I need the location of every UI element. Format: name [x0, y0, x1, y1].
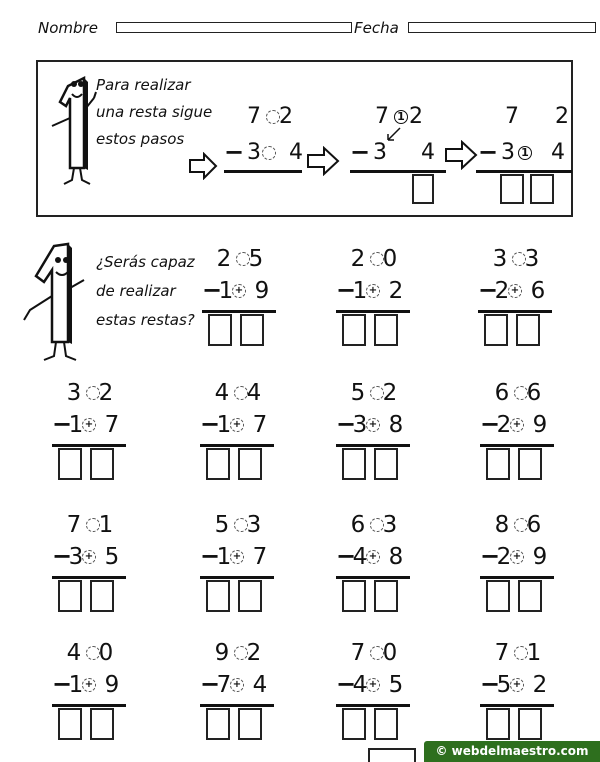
bottom-ones-digit: 4 — [252, 672, 268, 698]
intro-line: ¿Serás capaz — [96, 253, 195, 271]
sum-line — [224, 170, 302, 173]
carry-plus: + — [234, 285, 244, 296]
minus-sign: − — [200, 542, 221, 570]
subtraction-problem — [52, 640, 162, 750]
bottom-tens-digit: 1 — [216, 412, 232, 438]
subtraction-problem — [52, 512, 162, 622]
small-box-decoration — [368, 748, 416, 762]
answer-box[interactable] — [412, 174, 434, 204]
top-tens-digit: 9 — [214, 640, 230, 666]
bottom-tens-digit: 5 — [496, 672, 512, 698]
top-ones-digit: 2 — [382, 380, 398, 406]
top-tens-digit: 4 — [66, 640, 82, 666]
sum-line — [478, 310, 552, 313]
top-tens-digit: 7 — [66, 512, 82, 538]
answer-box[interactable] — [500, 174, 524, 204]
carry-plus: + — [512, 551, 522, 562]
sum-line — [336, 310, 410, 313]
answer-box[interactable] — [90, 448, 114, 480]
top-ones-digit: 1 — [526, 640, 542, 666]
carry-plus: + — [512, 419, 522, 430]
subtraction-problem — [52, 380, 162, 490]
bottom-tens-digit: 3 — [68, 544, 84, 570]
sum-line — [52, 576, 126, 579]
top-ones-digit: 0 — [98, 640, 114, 666]
subtraction-problem — [478, 246, 588, 356]
bottom-tens-digit: 2 — [496, 544, 512, 570]
digit: 2 — [409, 104, 423, 129]
subtraction-problem — [336, 380, 446, 490]
minus-sign: − — [480, 542, 501, 570]
digit: 2 — [279, 104, 293, 129]
bottom-tens-digit: 2 — [494, 278, 510, 304]
subtraction-problem — [200, 380, 310, 490]
subtraction-problem — [480, 512, 590, 622]
top-tens-digit: 4 — [214, 380, 230, 406]
carry-plus: + — [232, 679, 242, 690]
bottom-ones-digit: 9 — [104, 672, 120, 698]
answer-box[interactable] — [374, 708, 398, 740]
sum-line — [336, 704, 410, 707]
name-date-header — [38, 18, 600, 42]
intro-line: estas restas? — [96, 311, 195, 329]
bottom-ones-digit: 2 — [388, 278, 404, 304]
minus-sign: − — [478, 138, 499, 166]
subtraction-problem — [336, 512, 446, 622]
number-one-mascot-icon — [46, 68, 98, 188]
top-tens-digit: 2 — [350, 246, 366, 272]
sum-line — [336, 444, 410, 447]
minus-sign: − — [480, 670, 501, 698]
sum-line — [52, 444, 126, 447]
minus-sign: − — [224, 138, 245, 166]
carry-plus: + — [510, 285, 520, 296]
answer-box[interactable] — [342, 448, 366, 480]
top-ones-digit: 5 — [248, 246, 264, 272]
answer-box[interactable] — [530, 174, 554, 204]
top-ones-digit: 0 — [382, 246, 398, 272]
top-ones-digit: 3 — [524, 246, 540, 272]
bottom-tens-digit: 3 — [352, 412, 368, 438]
answer-box[interactable] — [486, 580, 510, 612]
answer-box[interactable] — [90, 708, 114, 740]
subtraction-problem — [336, 246, 446, 356]
bottom-ones-digit: 8 — [388, 544, 404, 570]
answer-box[interactable] — [58, 708, 82, 740]
answer-box[interactable] — [374, 448, 398, 480]
top-ones-digit: 3 — [382, 512, 398, 538]
minus-sign: − — [200, 410, 221, 438]
sum-line — [202, 310, 276, 313]
instruction-line: una resta sigue — [96, 103, 213, 121]
sum-line — [476, 170, 572, 173]
right-arrow-icon — [306, 146, 340, 176]
answer-box[interactable] — [342, 580, 366, 612]
digit: 3 — [373, 140, 387, 165]
instruction-line: estos pasos — [96, 130, 185, 148]
bottom-tens-digit: 1 — [68, 412, 84, 438]
carry-plus: + — [368, 419, 378, 430]
subtraction-problem — [202, 246, 312, 356]
answer-box[interactable] — [374, 314, 398, 346]
sum-line — [200, 576, 274, 579]
carry-plus: + — [368, 679, 378, 690]
sum-line — [336, 576, 410, 579]
top-tens-digit: 7 — [494, 640, 510, 666]
top-ones-digit: 6 — [526, 380, 542, 406]
answer-box[interactable] — [516, 314, 540, 346]
carry-plus: + — [232, 551, 242, 562]
intro-line: de realizar — [96, 282, 176, 300]
bottom-ones-digit: 9 — [254, 278, 270, 304]
subtraction-problem — [200, 512, 310, 622]
top-ones-digit: 2 — [246, 640, 262, 666]
bottom-ones-digit: 6 — [530, 278, 546, 304]
top-ones-digit: 4 — [246, 380, 262, 406]
digit: 7 — [247, 104, 261, 129]
answer-box[interactable] — [342, 314, 366, 346]
sum-line — [52, 704, 126, 707]
bottom-ones-digit: 5 — [388, 672, 404, 698]
answer-box[interactable] — [238, 448, 262, 480]
fecha-label: Fecha — [354, 19, 399, 37]
digit: 7 — [375, 104, 389, 129]
instructions — [96, 72, 212, 153]
digit: 4 — [421, 140, 435, 165]
bottom-tens-digit: 1 — [218, 278, 234, 304]
right-arrow-icon — [188, 152, 218, 180]
answer-box[interactable] — [518, 708, 542, 740]
minus-sign: − — [52, 542, 73, 570]
answer-box[interactable] — [206, 708, 230, 740]
answer-box[interactable] — [240, 314, 264, 346]
carry-plus: + — [84, 419, 94, 430]
bottom-tens-digit: 4 — [352, 544, 368, 570]
brand-footer: © webdelmaestro.com — [424, 741, 600, 762]
digit: 3 — [247, 140, 261, 165]
digit: 2 — [555, 104, 569, 129]
minus-sign: − — [200, 670, 221, 698]
sum-line — [200, 444, 274, 447]
top-ones-digit: 1 — [98, 512, 114, 538]
example-box — [36, 60, 573, 217]
answer-box[interactable] — [518, 448, 542, 480]
minus-sign: − — [52, 410, 73, 438]
top-tens-digit: 2 — [216, 246, 232, 272]
top-tens-digit: 6 — [350, 512, 366, 538]
top-ones-digit: 2 — [98, 380, 114, 406]
bottom-ones-digit: 8 — [388, 412, 404, 438]
bottom-ones-digit: 2 — [532, 672, 548, 698]
bottom-ones-digit: 7 — [104, 412, 120, 438]
answer-box[interactable] — [238, 708, 262, 740]
nombre-label: Nombre — [38, 19, 98, 37]
minus-sign: − — [350, 138, 371, 166]
carry-plus: + — [368, 551, 378, 562]
top-tens-digit: 8 — [494, 512, 510, 538]
bottom-tens-digit: 7 — [216, 672, 232, 698]
minus-sign: − — [480, 410, 501, 438]
top-ones-digit: 0 — [382, 640, 398, 666]
answer-box[interactable] — [342, 708, 366, 740]
top-tens-digit: 7 — [350, 640, 366, 666]
carry-plus: + — [84, 551, 94, 562]
sum-line — [200, 704, 274, 707]
nombre-field[interactable] — [116, 22, 352, 33]
top-tens-digit: 5 — [350, 380, 366, 406]
carry-plus: + — [84, 679, 94, 690]
minus-sign: − — [336, 670, 357, 698]
bottom-tens-digit: 1 — [216, 544, 232, 570]
carry-plus: + — [512, 679, 522, 690]
digit: 3 — [501, 140, 515, 165]
answer-box[interactable] — [206, 580, 230, 612]
borrow-digit: 1 — [397, 110, 405, 123]
bottom-ones-digit: 5 — [104, 544, 120, 570]
minus-sign: − — [336, 410, 357, 438]
top-tens-digit: 5 — [214, 512, 230, 538]
sum-line — [480, 576, 554, 579]
top-tens-digit: 3 — [492, 246, 508, 272]
answer-box[interactable] — [90, 580, 114, 612]
bottom-ones-digit: 9 — [532, 544, 548, 570]
sum-line — [480, 704, 554, 707]
subtraction-problem — [480, 380, 590, 490]
minus-sign: − — [202, 276, 223, 304]
top-tens-digit: 3 — [66, 380, 82, 406]
minus-sign: − — [478, 276, 499, 304]
carry-plus: + — [368, 285, 378, 296]
number-one-mascot-icon — [14, 240, 90, 364]
bottom-tens-digit: 2 — [496, 412, 512, 438]
instruction-line: Para realizar — [96, 76, 191, 94]
answer-box[interactable] — [58, 448, 82, 480]
answer-box[interactable] — [484, 314, 508, 346]
bottom-tens-digit: 1 — [68, 672, 84, 698]
subtraction-problem — [200, 640, 310, 750]
top-ones-digit: 6 — [526, 512, 542, 538]
bottom-tens-digit: 4 — [352, 672, 368, 698]
bottom-ones-digit: 7 — [252, 544, 268, 570]
bottom-ones-digit: 9 — [532, 412, 548, 438]
answer-box[interactable] — [206, 448, 230, 480]
carry-circle — [262, 146, 276, 160]
answer-box[interactable] — [58, 580, 82, 612]
subtraction-problem — [336, 640, 446, 750]
answer-box[interactable] — [374, 580, 398, 612]
answer-box[interactable] — [208, 314, 232, 346]
exercise-intro — [96, 248, 195, 335]
subtraction-problem — [480, 640, 590, 750]
answer-box[interactable] — [486, 708, 510, 740]
top-tens-digit: 6 — [494, 380, 510, 406]
answer-box[interactable] — [486, 448, 510, 480]
minus-sign: − — [336, 276, 357, 304]
carry-plus: + — [232, 419, 242, 430]
sum-line — [480, 444, 554, 447]
top-ones-digit: 3 — [246, 512, 262, 538]
answer-box[interactable] — [518, 580, 542, 612]
bottom-tens-digit: 1 — [352, 278, 368, 304]
digit: 4 — [289, 140, 303, 165]
digit: 4 — [551, 140, 565, 165]
digit: 7 — [505, 104, 519, 129]
answer-box[interactable] — [238, 580, 262, 612]
minus-sign: − — [52, 670, 73, 698]
carry-digit: 1 — [521, 146, 529, 159]
bottom-ones-digit: 7 — [252, 412, 268, 438]
example-step-3 — [478, 98, 588, 218]
minus-sign: − — [336, 542, 357, 570]
fecha-field[interactable] — [408, 22, 596, 33]
right-arrow-icon — [444, 140, 478, 170]
sum-line — [350, 170, 446, 173]
